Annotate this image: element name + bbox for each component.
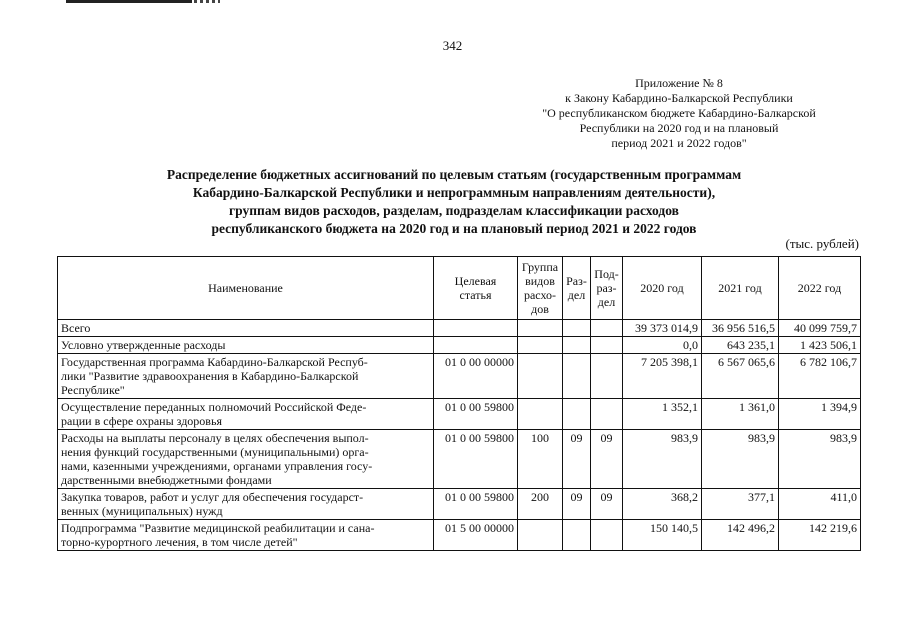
- table-row: [58, 320, 861, 337]
- cell-amount-2020: 368,2: [623, 489, 702, 520]
- cell-section: [563, 320, 591, 337]
- cell-name-line: Осуществление переданных полномочий Российской Феде-: [61, 400, 367, 414]
- cell-amount-2020: 39 373 014,9: [623, 320, 702, 337]
- page-number: 342: [442, 38, 463, 53]
- cell-name-line: торно-курортного лечения, в том числе детей": [61, 535, 298, 549]
- appendix-line: Республики на 2020 год и на плановый: [579, 121, 779, 135]
- table-row: [58, 430, 861, 489]
- cell-amount-2020: 150 140,5: [623, 520, 702, 551]
- cell-expense-group: [518, 520, 563, 551]
- cell-amount-2020: 1 352,1: [623, 399, 702, 430]
- header-year-2020: 2020 год: [623, 257, 702, 320]
- cell-target-article: 01 0 00 59800: [434, 489, 518, 520]
- cell-name-line: рации в сфере охраны здоровья: [61, 414, 222, 428]
- cell-amount-2021: 36 956 516,5: [702, 320, 779, 337]
- cell-target-article: 01 0 00 00000: [434, 354, 518, 399]
- cell-subsection: [591, 399, 623, 430]
- document-title: [100, 166, 808, 238]
- cell-name-line: нения функций государственными (муниципальными) орга-: [61, 445, 369, 459]
- table-row: [58, 489, 861, 520]
- cell-target-article: 01 0 00 59800: [434, 399, 518, 430]
- cell-expense-group: 200: [518, 489, 563, 520]
- cell-section: [563, 520, 591, 551]
- cell-name-line: Республике": [61, 383, 125, 397]
- cell-subsection: [591, 337, 623, 354]
- appendix-line: Приложение № 8: [635, 76, 723, 90]
- cell-name: [58, 320, 434, 337]
- cell-name: [58, 430, 434, 489]
- cell-target-article: 01 0 00 59800: [434, 430, 518, 489]
- cell-amount-2022: 1 423 506,1: [779, 337, 861, 354]
- units-label: (тыс. рублей): [785, 236, 859, 251]
- cell-expense-group: [518, 354, 563, 399]
- budget-table: [57, 256, 861, 551]
- cell-amount-2020: 7 205 398,1: [623, 354, 702, 399]
- cell-name-line: Всего: [61, 321, 91, 335]
- cell-section: 09: [563, 489, 591, 520]
- cell-amount-2021: 1 361,0: [702, 399, 779, 430]
- cell-name-line: дарственными внебюджетными фондами: [61, 473, 272, 487]
- cell-section: 09: [563, 430, 591, 489]
- cell-subsection: [591, 320, 623, 337]
- cell-amount-2021: 983,9: [702, 430, 779, 489]
- cell-amount-2022: 40 099 759,7: [779, 320, 861, 337]
- header-section: Раз- дел: [563, 257, 591, 320]
- cell-section: [563, 337, 591, 354]
- header-year-2021: 2021 год: [702, 257, 779, 320]
- cell-expense-group: 100: [518, 430, 563, 489]
- cell-expense-group: [518, 399, 563, 430]
- cell-amount-2022: 983,9: [779, 430, 861, 489]
- cell-amount-2021: 643 235,1: [702, 337, 779, 354]
- cell-amount-2021: 6 567 065,6: [702, 354, 779, 399]
- cell-amount-2022: 1 394,9: [779, 399, 861, 430]
- cell-section: [563, 399, 591, 430]
- cell-target-article: [434, 337, 518, 354]
- cell-amount-2022: 411,0: [779, 489, 861, 520]
- cell-expense-group: [518, 320, 563, 337]
- title-line: республиканского бюджета на 2020 год и на плановый период 2021 и 2022 годов: [211, 221, 697, 236]
- table-row: [58, 399, 861, 430]
- header-subsection: Под- раз- дел: [591, 257, 623, 320]
- title-line: Кабардино-Балкарской Республики и непрограммным направлениям деятельности),: [192, 185, 716, 200]
- cell-subsection: 09: [591, 430, 623, 489]
- cell-name-line: Расходы на выплаты персоналу в целях обеспечения выпол-: [61, 431, 369, 445]
- cell-subsection: [591, 520, 623, 551]
- table-row: [58, 520, 861, 551]
- cell-amount-2022: 6 782 106,7: [779, 354, 861, 399]
- cell-expense-group: [518, 337, 563, 354]
- cell-amount-2022: 142 219,6: [779, 520, 861, 551]
- cell-amount-2021: 142 496,2: [702, 520, 779, 551]
- cell-name-line: нами, казенными учреждениями, органами управления госу-: [61, 459, 373, 473]
- cell-subsection: [591, 354, 623, 399]
- cell-name-line: Подпрограмма "Развитие медицинской реабилитации и сана-: [61, 521, 375, 535]
- table-row: [58, 354, 861, 399]
- cell-amount-2020: 0,0: [623, 337, 702, 354]
- header-name: Наименование: [58, 257, 434, 320]
- cell-name: [58, 520, 434, 551]
- cell-name: [58, 337, 434, 354]
- title-line: группам видов расходов, разделам, подразделам классификации расходов: [229, 203, 679, 218]
- cell-target-article: 01 5 00 00000: [434, 520, 518, 551]
- appendix-note: [499, 76, 859, 151]
- appendix-line: период 2021 и 2022 годов": [611, 136, 747, 150]
- cell-name-line: венных (муниципальных) нужд: [61, 504, 223, 518]
- cell-name-line: Условно утвержденные расходы: [61, 338, 226, 352]
- cell-section: [563, 354, 591, 399]
- header-expense-group: Группа видов расхо- дов: [518, 257, 563, 320]
- cell-name: [58, 354, 434, 399]
- appendix-line: "О республиканском бюджете Кабардино-Балкарской: [542, 106, 816, 120]
- cell-target-article: [434, 320, 518, 337]
- cell-name: [58, 399, 434, 430]
- header-year-2022: 2022 год: [779, 257, 861, 320]
- cell-name-line: Государственная программа Кабардино-Балкарской Респуб-: [61, 355, 368, 369]
- cell-amount-2020: 983,9: [623, 430, 702, 489]
- appendix-line: к Закону Кабардино-Балкарской Республики: [565, 91, 793, 105]
- title-line: Распределение бюджетных ассигнований по целевым статьям (государственным программам: [166, 167, 742, 182]
- cell-amount-2021: 377,1: [702, 489, 779, 520]
- cell-name: [58, 489, 434, 520]
- cell-name-line: Закупка товаров, работ и услуг для обеспечения государст-: [61, 490, 364, 504]
- cell-name-line: лики "Развитие здравоохранения в Кабардино-Балкарской: [61, 369, 359, 383]
- table-row: [58, 337, 861, 354]
- table-body: [58, 320, 861, 551]
- cell-subsection: 09: [591, 489, 623, 520]
- table-header-row: [58, 257, 861, 320]
- top-cropped-line: [66, 0, 222, 4]
- header-target-article: Целевая статья: [434, 257, 518, 320]
